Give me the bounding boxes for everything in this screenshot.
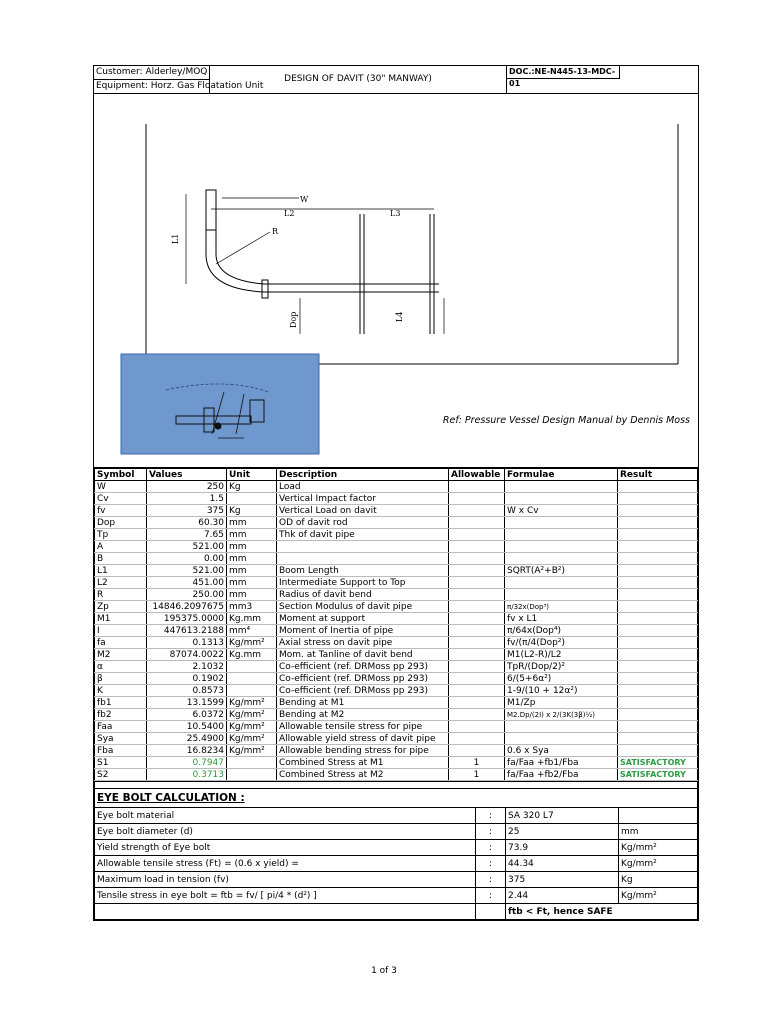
cell-unit: Kg/mm² bbox=[227, 733, 277, 745]
cell-result bbox=[618, 529, 698, 541]
eyebolt-title: EYE BOLT CALCULATION : bbox=[95, 789, 698, 808]
cell-formula: fa/Faa +fb1/Fba bbox=[505, 757, 618, 769]
cell-formula: 6/(5+6α²) bbox=[505, 673, 618, 685]
page-number: 1 of 3 bbox=[371, 966, 397, 976]
cell-symbol: S2 bbox=[95, 769, 147, 781]
cell-result: SATISFACTORY bbox=[618, 757, 698, 769]
header-result: Result bbox=[618, 469, 698, 481]
cell-value: 16.8234 bbox=[147, 745, 227, 757]
cell-allowable bbox=[449, 661, 505, 673]
cell-description: Axial stress on davit pipe bbox=[277, 637, 449, 649]
cell-allowable bbox=[449, 625, 505, 637]
cell-symbol: Zp bbox=[95, 601, 147, 613]
eyebolt-colon: : bbox=[476, 888, 506, 904]
cell-result bbox=[618, 697, 698, 709]
cell-value: 0.1902 bbox=[147, 673, 227, 685]
eyebolt-value: 25 bbox=[506, 824, 619, 840]
cell-value: 2.1032 bbox=[147, 661, 227, 673]
cell-value: 250.00 bbox=[147, 589, 227, 601]
cell-formula: M1/Zp bbox=[505, 697, 618, 709]
cell-unit: Kg bbox=[227, 481, 277, 493]
cell-symbol: R bbox=[95, 589, 147, 601]
doc-number: DOC.:NE-N445-13-MDC-01 bbox=[507, 66, 620, 79]
cell-description: Combined Stress at M2 bbox=[277, 769, 449, 781]
davit-diagram bbox=[94, 94, 698, 467]
cell-allowable bbox=[449, 613, 505, 625]
cell-symbol: M2 bbox=[95, 649, 147, 661]
header bbox=[94, 66, 698, 94]
cell-allowable bbox=[449, 541, 505, 553]
cell-unit bbox=[227, 493, 277, 505]
cell-formula bbox=[505, 733, 618, 745]
cell-symbol: Sya bbox=[95, 733, 147, 745]
cell-allowable bbox=[449, 685, 505, 697]
cell-symbol: I bbox=[95, 625, 147, 637]
document-title: DESIGN OF DAVIT (30" MANWAY) bbox=[210, 66, 507, 93]
eyebolt-unit: Kg/mm² bbox=[619, 856, 698, 872]
cell-symbol: L2 bbox=[95, 577, 147, 589]
cell-description: Co-efficient (ref. DRMoss pp 293) bbox=[277, 673, 449, 685]
eyebolt-label: Eye bolt diameter (d) bbox=[95, 824, 476, 840]
table-row bbox=[95, 529, 698, 541]
table-row bbox=[95, 613, 698, 625]
cell-symbol: W bbox=[95, 481, 147, 493]
header-allowable: Allowable bbox=[449, 469, 505, 481]
label-l2: L2 bbox=[284, 209, 295, 218]
cell-formula: M1(L2-R)/L2 bbox=[505, 649, 618, 661]
cell-formula: fv/(π/4(Dop²) bbox=[505, 637, 618, 649]
cell-value: 0.1313 bbox=[147, 637, 227, 649]
cell-description: Allowable tensile stress for pipe bbox=[277, 721, 449, 733]
table-row bbox=[95, 553, 698, 565]
cell-unit: mm bbox=[227, 565, 277, 577]
eyebolt-colon: : bbox=[476, 808, 506, 824]
cell-description: Bending at M1 bbox=[277, 697, 449, 709]
cell-description: Boom Length bbox=[277, 565, 449, 577]
cell-description: OD of davit rod bbox=[277, 517, 449, 529]
cell-result bbox=[618, 517, 698, 529]
cell-allowable bbox=[449, 733, 505, 745]
cell-allowable bbox=[449, 493, 505, 505]
table-row bbox=[95, 481, 698, 493]
label-l4: L4 bbox=[395, 311, 404, 322]
cell-description: Moment at support bbox=[277, 613, 449, 625]
cell-formula: W x Cv bbox=[505, 505, 618, 517]
table-row bbox=[95, 637, 698, 649]
cell-symbol: K bbox=[95, 685, 147, 697]
cell-allowable bbox=[449, 721, 505, 733]
header-left bbox=[94, 66, 264, 93]
inset-photo bbox=[121, 354, 319, 454]
cell-description: Allowable yield stress of davit pipe bbox=[277, 733, 449, 745]
cell-allowable bbox=[449, 637, 505, 649]
eyebolt-body bbox=[95, 808, 698, 904]
cell-value: 521.00 bbox=[147, 565, 227, 577]
label-w: W bbox=[300, 195, 309, 204]
cell-allowable bbox=[449, 649, 505, 661]
eyebolt-label: Maximum load in tension (fv) bbox=[95, 872, 476, 888]
eyebolt-conclusion: ftb < Ft, hence SAFE bbox=[506, 904, 698, 920]
cell-value: 0.00 bbox=[147, 553, 227, 565]
eyebolt-unit bbox=[619, 808, 698, 824]
cell-formula bbox=[505, 721, 618, 733]
eyebolt-colon: : bbox=[476, 856, 506, 872]
eyebolt-unit: Kg bbox=[619, 872, 698, 888]
cell-formula bbox=[505, 589, 618, 601]
table-row bbox=[95, 661, 698, 673]
eyebolt-row bbox=[95, 872, 698, 888]
cell-value: 250 bbox=[147, 481, 227, 493]
cell-allowable bbox=[449, 565, 505, 577]
header-symbol: Symbol bbox=[95, 469, 147, 481]
eyebolt-row bbox=[95, 856, 698, 872]
cell-description bbox=[277, 553, 449, 565]
table-row bbox=[95, 493, 698, 505]
cell-result bbox=[618, 565, 698, 577]
header-description: Description bbox=[277, 469, 449, 481]
cell-result bbox=[618, 481, 698, 493]
cell-description: Vertical Impact factor bbox=[277, 493, 449, 505]
cell-symbol: Tp bbox=[95, 529, 147, 541]
cell-unit: mm bbox=[227, 577, 277, 589]
cell-value: 451.00 bbox=[147, 577, 227, 589]
cell-formula: TpR/(Dop/2)² bbox=[505, 661, 618, 673]
cell-symbol: B bbox=[95, 553, 147, 565]
cell-result bbox=[618, 649, 698, 661]
table-row bbox=[95, 625, 698, 637]
table-row bbox=[95, 721, 698, 733]
cell-formula: 1-9/(10 + 12α²) bbox=[505, 685, 618, 697]
cell-result bbox=[618, 721, 698, 733]
cell-result bbox=[618, 673, 698, 685]
cell-value: 0.7947 bbox=[147, 757, 227, 769]
cell-value: 0.3713 bbox=[147, 769, 227, 781]
header-right bbox=[507, 66, 698, 93]
cell-symbol: α bbox=[95, 661, 147, 673]
eyebolt-value: 375 bbox=[506, 872, 619, 888]
cell-unit: mm⁴ bbox=[227, 625, 277, 637]
cell-formula bbox=[505, 553, 618, 565]
cell-unit: Kg/mm² bbox=[227, 637, 277, 649]
cell-value: 1.5 bbox=[147, 493, 227, 505]
label-r: R bbox=[272, 227, 279, 236]
cell-formula: π/32x(Dop³) bbox=[505, 601, 618, 613]
eyebolt-table bbox=[94, 781, 698, 920]
conclusion-blank bbox=[95, 904, 476, 920]
cell-allowable bbox=[449, 517, 505, 529]
cell-formula bbox=[505, 481, 618, 493]
cell-unit: mm bbox=[227, 517, 277, 529]
cell-symbol: Dop bbox=[95, 517, 147, 529]
eyebolt-unit: mm bbox=[619, 824, 698, 840]
calculation-sheet bbox=[93, 65, 699, 921]
cell-value: 7.65 bbox=[147, 529, 227, 541]
cell-result bbox=[618, 685, 698, 697]
cell-allowable bbox=[449, 673, 505, 685]
cell-description: Radius of davit bend bbox=[277, 589, 449, 601]
cell-value: 10.5400 bbox=[147, 721, 227, 733]
label-dop: Dop bbox=[289, 311, 298, 328]
cell-result bbox=[618, 601, 698, 613]
table-row bbox=[95, 757, 698, 769]
cell-symbol: Fba bbox=[95, 745, 147, 757]
davit-drawing bbox=[94, 94, 698, 468]
cell-description: Moment of Inertia of pipe bbox=[277, 625, 449, 637]
table-row bbox=[95, 709, 698, 721]
cell-unit: mm bbox=[227, 529, 277, 541]
cell-unit: Kg/mm² bbox=[227, 697, 277, 709]
label-l3: L3 bbox=[390, 209, 401, 218]
eyebolt-value: 73.9 bbox=[506, 840, 619, 856]
cell-formula bbox=[505, 529, 618, 541]
cell-result bbox=[618, 589, 698, 601]
cell-value: 60.30 bbox=[147, 517, 227, 529]
cell-allowable bbox=[449, 601, 505, 613]
header-value: Values bbox=[147, 469, 227, 481]
cell-allowable bbox=[449, 481, 505, 493]
cell-formula: π/64x(Dop⁴) bbox=[505, 625, 618, 637]
eyebolt-unit: Kg/mm² bbox=[619, 840, 698, 856]
cell-unit: mm bbox=[227, 589, 277, 601]
cell-unit: Kg/mm² bbox=[227, 709, 277, 721]
cell-formula: fa/Faa +fb2/Fba bbox=[505, 769, 618, 781]
cell-value: 195375.0000 bbox=[147, 613, 227, 625]
cell-unit: Kg/mm² bbox=[227, 745, 277, 757]
table-row bbox=[95, 697, 698, 709]
equipment-field: Equipment: Horz. Gas Floatation Unit bbox=[96, 81, 264, 91]
cell-unit bbox=[227, 673, 277, 685]
cell-description: Bending at M2 bbox=[277, 709, 449, 721]
table-row bbox=[95, 565, 698, 577]
eyebolt-label: Yield strength of Eye bolt bbox=[95, 840, 476, 856]
cell-result bbox=[618, 661, 698, 673]
cell-result bbox=[618, 613, 698, 625]
cell-allowable: 1 bbox=[449, 757, 505, 769]
cell-value: 375 bbox=[147, 505, 227, 517]
reference-note: Ref: Pressure Vessel Design Manual by Dennis Moss bbox=[442, 415, 690, 426]
table-row bbox=[95, 601, 698, 613]
eyebolt-colon: : bbox=[476, 824, 506, 840]
table-row bbox=[95, 649, 698, 661]
cell-symbol: L1 bbox=[95, 565, 147, 577]
table-row bbox=[95, 769, 698, 781]
label-l1: L1 bbox=[171, 233, 180, 244]
cell-result bbox=[618, 505, 698, 517]
cell-symbol: fb2 bbox=[95, 709, 147, 721]
cell-result bbox=[618, 493, 698, 505]
cell-description: Section Modulus of davit pipe bbox=[277, 601, 449, 613]
cell-allowable bbox=[449, 589, 505, 601]
cell-unit: Kg/mm² bbox=[227, 721, 277, 733]
eyebolt-value: SA 320 L7 bbox=[506, 808, 619, 824]
eyebolt-label: Eye bolt material bbox=[95, 808, 476, 824]
eyebolt-label: Allowable tensile stress (Ft) = (0.6 x yield) = bbox=[95, 856, 476, 872]
table-row bbox=[95, 577, 698, 589]
cell-description: Vertical Load on davit bbox=[277, 505, 449, 517]
table-header-row bbox=[95, 469, 698, 481]
table-row bbox=[95, 541, 698, 553]
design-table bbox=[94, 468, 698, 781]
cell-formula: M2.Dp/(2I) x 2/(3K(3β)½) bbox=[505, 709, 618, 721]
cell-value: 13.1599 bbox=[147, 697, 227, 709]
cell-value: 521.00 bbox=[147, 541, 227, 553]
design-table-body bbox=[95, 469, 698, 781]
cell-value: 14846.2097675 bbox=[147, 601, 227, 613]
cell-result bbox=[618, 733, 698, 745]
cell-allowable bbox=[449, 505, 505, 517]
cell-unit bbox=[227, 661, 277, 673]
table-row bbox=[95, 745, 698, 757]
cell-formula: fv x L1 bbox=[505, 613, 618, 625]
cell-description: Co-efficient (ref. DRMoss pp 293) bbox=[277, 685, 449, 697]
cell-allowable bbox=[449, 529, 505, 541]
cell-symbol: A bbox=[95, 541, 147, 553]
eyebolt-row bbox=[95, 824, 698, 840]
eyebolt-label: Tensile stress in eye bolt = ftb = fv/ [ pi/4 * (d²) ] bbox=[95, 888, 476, 904]
cell-allowable bbox=[449, 697, 505, 709]
spacer-row bbox=[95, 782, 698, 789]
eyebolt-row bbox=[95, 808, 698, 824]
eyebolt-value: 2.44 bbox=[506, 888, 619, 904]
eyebolt-unit: Kg/mm² bbox=[619, 888, 698, 904]
conclusion-blank2 bbox=[476, 904, 506, 920]
cell-formula: 0.6 x Sya bbox=[505, 745, 618, 757]
table-row bbox=[95, 589, 698, 601]
cell-formula: SQRT(A²+B²) bbox=[505, 565, 618, 577]
cell-description: Thk of davit pipe bbox=[277, 529, 449, 541]
cell-description: Mom. at Tanline of davit bend bbox=[277, 649, 449, 661]
cell-value: 25.4900 bbox=[147, 733, 227, 745]
cell-description: Intermediate Support to Top bbox=[277, 577, 449, 589]
cell-allowable bbox=[449, 745, 505, 757]
cell-unit bbox=[227, 769, 277, 781]
cell-unit: mm3 bbox=[227, 601, 277, 613]
cell-result: SATISFACTORY bbox=[618, 769, 698, 781]
cell-unit: mm bbox=[227, 541, 277, 553]
cell-allowable bbox=[449, 709, 505, 721]
cell-description: Load bbox=[277, 481, 449, 493]
cell-symbol: fa bbox=[95, 637, 147, 649]
cell-symbol: β bbox=[95, 673, 147, 685]
cell-description bbox=[277, 541, 449, 553]
cell-symbol: Cv bbox=[95, 493, 147, 505]
cell-allowable: 1 bbox=[449, 769, 505, 781]
eyebolt-row bbox=[95, 840, 698, 856]
cell-symbol: M1 bbox=[95, 613, 147, 625]
header-unit: Unit bbox=[227, 469, 277, 481]
cell-formula bbox=[505, 541, 618, 553]
header-formula: Formulae bbox=[505, 469, 618, 481]
cell-symbol: S1 bbox=[95, 757, 147, 769]
cell-allowable bbox=[449, 553, 505, 565]
cell-unit bbox=[227, 757, 277, 769]
cell-description: Allowable bending stress for pipe bbox=[277, 745, 449, 757]
cell-description: Combined Stress at M1 bbox=[277, 757, 449, 769]
cell-value: 0.8573 bbox=[147, 685, 227, 697]
table-row bbox=[95, 673, 698, 685]
table-row bbox=[95, 733, 698, 745]
cell-allowable bbox=[449, 577, 505, 589]
eyebolt-colon: : bbox=[476, 872, 506, 888]
cell-value: 87074.0022 bbox=[147, 649, 227, 661]
table-row bbox=[95, 505, 698, 517]
eyebolt-row bbox=[95, 888, 698, 904]
table-row bbox=[95, 517, 698, 529]
cell-unit: Kg bbox=[227, 505, 277, 517]
cell-formula bbox=[505, 577, 618, 589]
cell-unit: Kg.mm bbox=[227, 649, 277, 661]
cell-result bbox=[618, 541, 698, 553]
cell-value: 6.0372 bbox=[147, 709, 227, 721]
cell-symbol: fb1 bbox=[95, 697, 147, 709]
eyebolt-colon: : bbox=[476, 840, 506, 856]
cell-formula bbox=[505, 493, 618, 505]
cell-value: 447613.2188 bbox=[147, 625, 227, 637]
cell-symbol: fv bbox=[95, 505, 147, 517]
cell-result bbox=[618, 577, 698, 589]
customer-field: Customer: Alderley/MOQ bbox=[94, 66, 209, 80]
cell-symbol: Faa bbox=[95, 721, 147, 733]
cell-result bbox=[618, 637, 698, 649]
table-row bbox=[95, 685, 698, 697]
cell-unit: Kg.mm bbox=[227, 613, 277, 625]
cell-unit: mm bbox=[227, 553, 277, 565]
cell-result bbox=[618, 709, 698, 721]
cell-result bbox=[618, 553, 698, 565]
eyebolt-value: 44.34 bbox=[506, 856, 619, 872]
cell-formula bbox=[505, 517, 618, 529]
cell-result bbox=[618, 625, 698, 637]
cell-description: Co-efficient (ref. DRMoss pp 293) bbox=[277, 661, 449, 673]
cell-result bbox=[618, 745, 698, 757]
cell-unit bbox=[227, 685, 277, 697]
